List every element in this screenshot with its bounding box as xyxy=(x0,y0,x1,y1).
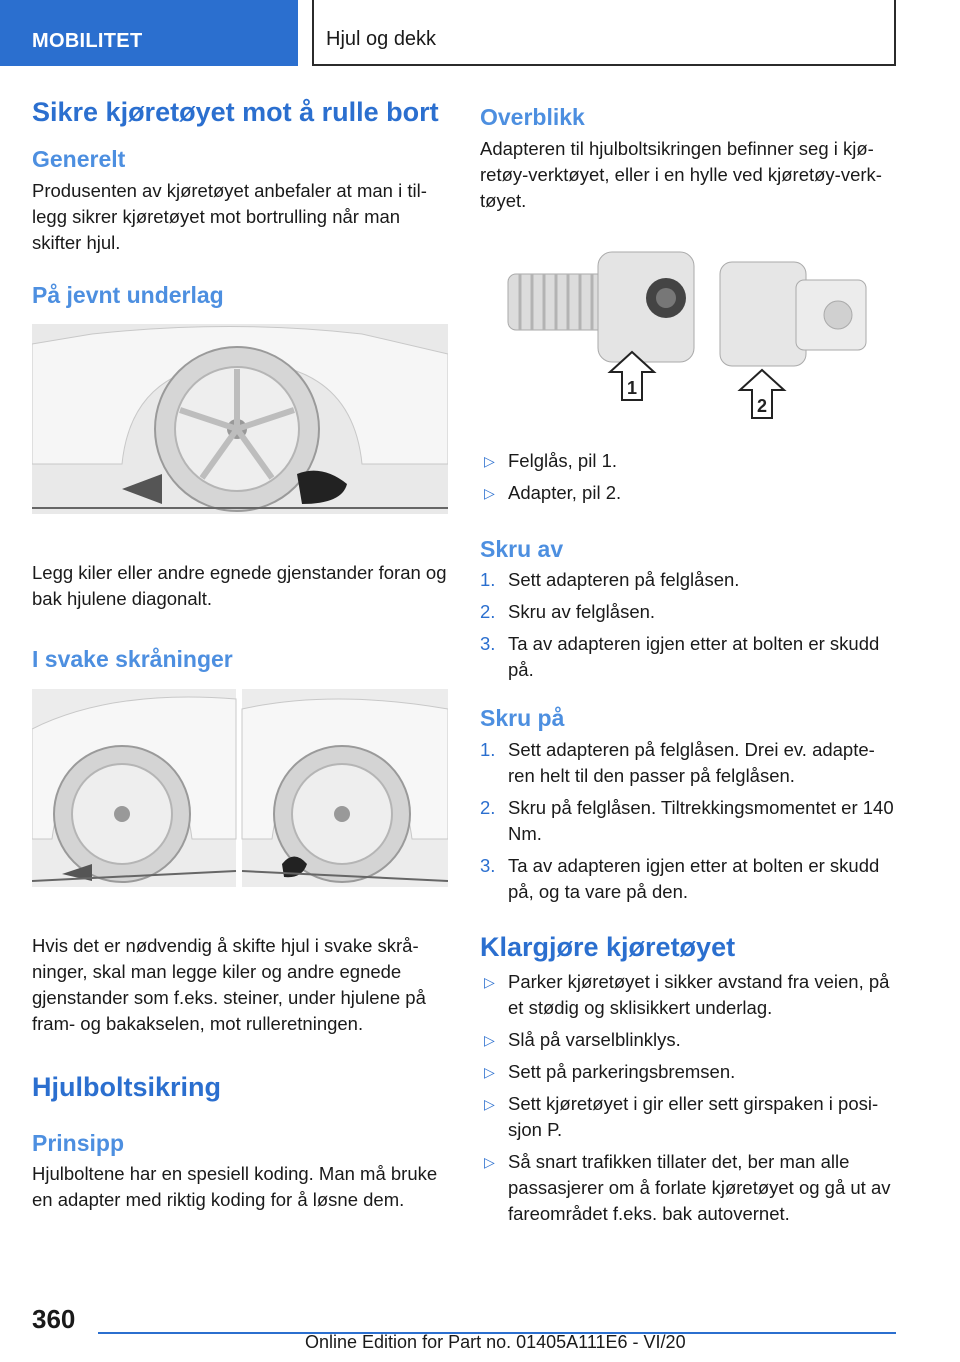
triangle-bullet-icon: ▷ xyxy=(484,1064,495,1081)
list-item: ▷ Slå på varselblinklys. xyxy=(480,1027,898,1053)
overview-list xyxy=(480,448,898,506)
page-number: 360 xyxy=(32,1304,76,1334)
list-item: ▷ Parker kjøretøyet i sikker avstand fra veien, på et stødig og sklisikkert underlag. xyxy=(484,971,890,1019)
triangle-bullet-icon: ▷ xyxy=(484,1096,495,1113)
left-column xyxy=(32,96,448,1231)
text-principle: Hjulboltene har en spesiell koding. Man må bruke en adapter med riktig koding for å løsne dem. xyxy=(32,1163,438,1211)
text-general: Produsenten av kjøretøyet anbefaler at man i til-legg sikrer kjøretøyet mot bortrulling når man skifter hjul. xyxy=(32,179,427,253)
list-item: ▷ Sett kjøretøyet i gir eller sett girspaken i posi-sjon P. xyxy=(484,1093,879,1141)
heading-slope: I svake skråninger xyxy=(32,645,233,672)
triangle-bullet-icon: ▷ xyxy=(484,452,495,469)
prepare-list xyxy=(480,969,898,1227)
edition-text: Online Edition for Part no. 01405A111E6 - VI/20 xyxy=(305,1332,686,1352)
figure-wheel-flat xyxy=(32,324,448,514)
list-item: ▷ Sett på parkeringsbremsen. xyxy=(480,1059,898,1085)
text-slope: Hvis det er nødvendig å skifte hjul i svake skrå-ninger, skal man legge kiler og andre egnede gjenstander som f.eks. steiner, under hjulene på fram- og bakakselen, mot rulleretningen. xyxy=(32,935,426,1035)
figure-wheel-lock xyxy=(480,240,898,420)
figure-wheel-slope xyxy=(32,689,448,887)
page-header xyxy=(0,0,960,66)
heading-screw-on: Skru på xyxy=(480,705,565,732)
list-item: 2. Skru av felglåsen. xyxy=(480,601,656,623)
unscrew-steps xyxy=(480,567,898,683)
list-item: 2. Skru på felglåsen. Tiltrekkingsmomentet er 140 Nm. xyxy=(480,796,894,844)
list-item: 3. Ta av adapteren igjen etter at bolten er skudd på. xyxy=(480,633,880,681)
list-item: ▷ Adapter, pil 2. xyxy=(480,480,898,506)
wheel-lock-bolt-icon xyxy=(508,252,694,362)
triangle-bullet-icon: ▷ xyxy=(484,1154,495,1171)
screw-on-steps xyxy=(480,737,898,905)
right-column xyxy=(480,104,898,1247)
triangle-bullet-icon: ▷ xyxy=(484,974,495,991)
triangle-bullet-icon: ▷ xyxy=(484,1032,495,1049)
section-tab: MOBILITET xyxy=(0,0,298,66)
heading-unscrew: Skru av xyxy=(480,535,564,562)
heading-general: Generelt xyxy=(32,146,126,173)
list-item: 3. Ta av adapteren igjen etter at bolten er skudd på, og ta vare på den. xyxy=(480,854,880,902)
list-item: 1. Sett adapteren på felglåsen. xyxy=(480,569,740,591)
heading-overview: Overblikk xyxy=(480,104,585,130)
section-title-secure: Sikre kjøretøyet mot å rulle bort xyxy=(32,97,439,127)
heading-principle: Prinsipp xyxy=(32,1129,125,1156)
page-footer xyxy=(0,1296,960,1362)
text-flat-ground: Legg kiler eller andre egnede gjenstander foran og bak hjulene diagonalt. xyxy=(32,561,447,609)
chapter-tab: Hjul og dekk xyxy=(312,0,896,66)
heading-flat-ground: På jevnt underlag xyxy=(32,281,224,308)
list-item: ▷ Felglås, pil 1. xyxy=(480,448,898,474)
adapter-icon xyxy=(720,262,866,366)
section-title-prepare: Klargjøre kjøretøyet xyxy=(480,931,736,962)
triangle-bullet-icon: ▷ xyxy=(484,484,495,501)
figure-label-2: 2 xyxy=(756,395,768,416)
list-item: ▷ Så snart trafikken tillater det, ber man alle passasjerer om å forlate kjøretøyet og gå ut av fareområdet f.eks. bak autovernet. xyxy=(484,1151,891,1225)
figure-label-1: 1 xyxy=(626,377,638,398)
text-overview: Adapteren til hjulboltsikringen befinner seg i kjø-retøy-verktøyet, eller i en hylle ved kjøretøy-verk-tøyet. xyxy=(480,137,882,211)
section-title-wheel-lock: Hjulboltsikring xyxy=(32,1072,221,1103)
arrow-up-icon-2 xyxy=(740,370,784,418)
list-item: 1. Sett adapteren på felglåsen. Drei ev. adapte-ren helt til den passer på felglåsen. xyxy=(480,738,875,786)
